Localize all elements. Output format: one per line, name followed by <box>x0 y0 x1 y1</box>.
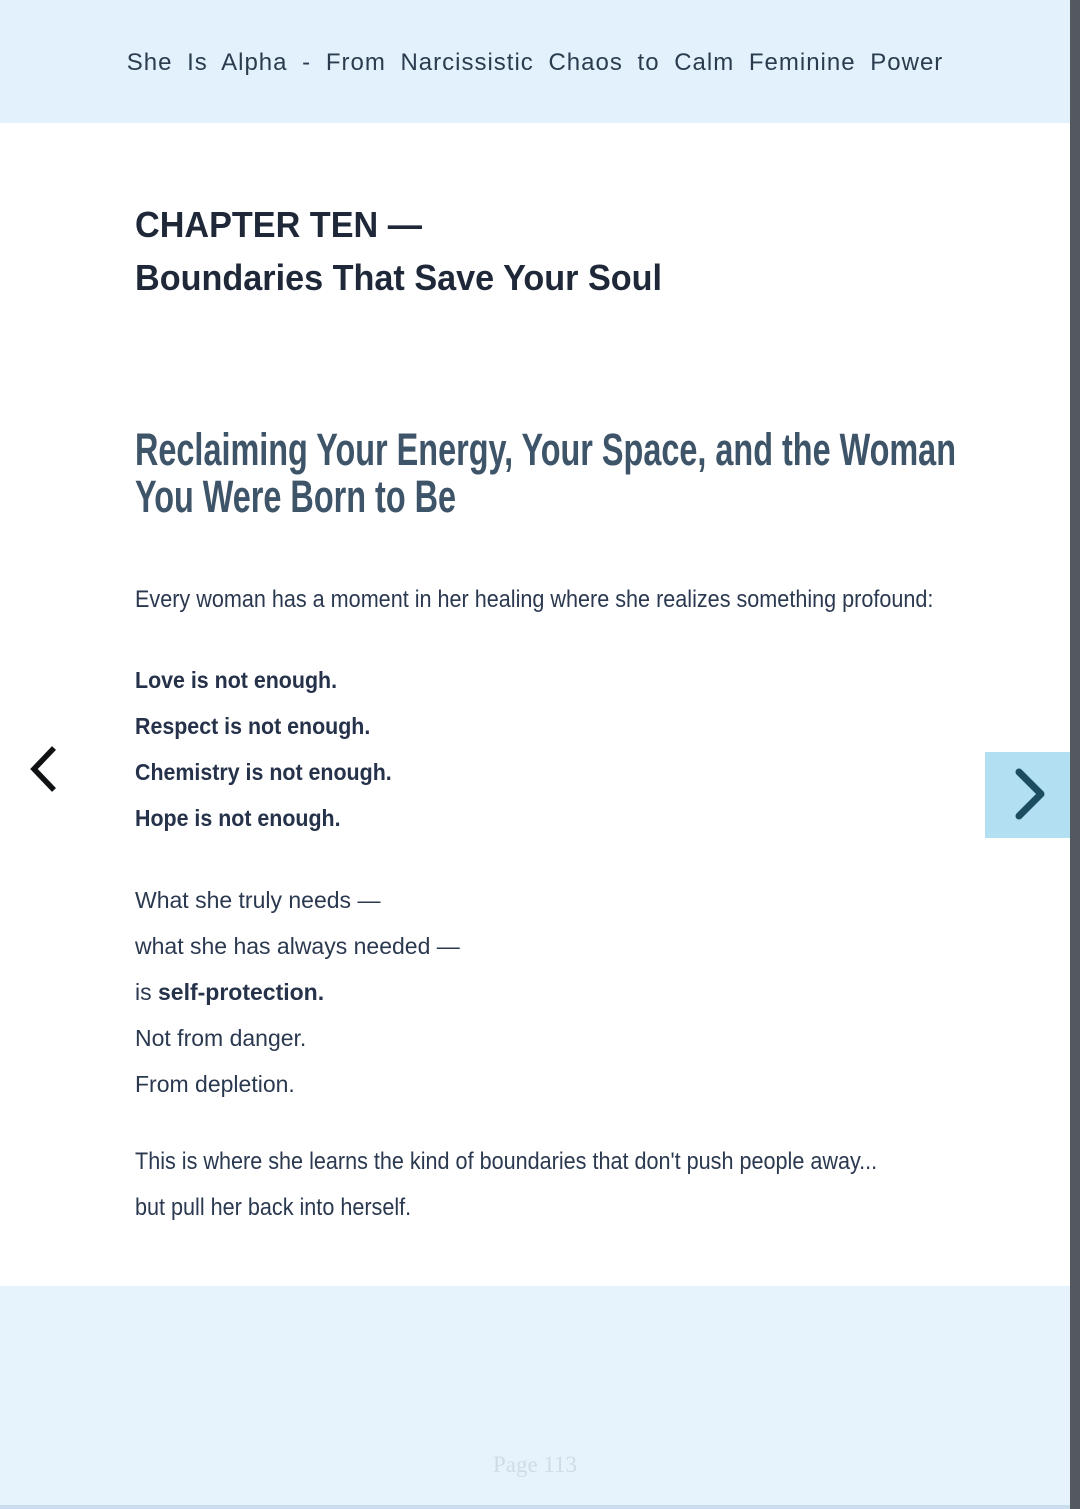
self-protection-prefix: is <box>135 979 158 1005</box>
after-line: From depletion. <box>135 1071 295 1097</box>
needs-lines-block <box>135 877 1075 1107</box>
previous-page-button[interactable] <box>22 742 66 798</box>
emphasis-line: Respect is not enough. <box>135 713 371 739</box>
chapter-label: CHAPTER TEN — <box>135 204 422 245</box>
needs-line: what she has always needed — <box>135 933 460 959</box>
emphasis-line: Chemistry is not enough. <box>135 759 392 785</box>
emphasis-lines-block <box>135 657 1075 841</box>
scrollbar-track[interactable] <box>1070 0 1080 1509</box>
self-protection-bold: self-protection. <box>158 979 325 1005</box>
intro-paragraph: Every woman has a moment in her healing where she realizes something profound: <box>135 586 934 613</box>
section-subtitle-line2: You Were Born to Be <box>135 471 457 522</box>
page-number: Page 113 <box>492 1452 578 1477</box>
footer-divider <box>0 1505 1070 1509</box>
next-page-button[interactable] <box>985 752 1072 838</box>
chapter-title: Boundaries That Save Your Soul <box>135 257 663 298</box>
closing-line: but pull her back into herself. <box>135 1194 412 1221</box>
self-protection-line <box>135 969 1075 1015</box>
closing-line: This is where she learns the kind of boundaries that don't push people away... <box>135 1148 878 1175</box>
section-subtitle-line1: Reclaiming Your Energy, Your Space, and the Woman <box>135 424 957 475</box>
book-title: She Is Alpha - From Narcissistic Chaos to Calm Feminine Power <box>126 49 944 76</box>
closing-lines-block <box>135 1139 1075 1231</box>
intro-paragraph-block <box>135 577 1075 623</box>
emphasis-line: Hope is not enough. <box>135 805 341 831</box>
chevron-left-icon <box>26 743 62 798</box>
after-line: Not from danger. <box>135 1025 307 1051</box>
reader-header <box>0 0 1080 123</box>
section-subtitle <box>135 426 956 520</box>
emphasis-line: Love is not enough. <box>135 667 338 693</box>
needs-line: What she truly needs — <box>135 887 381 913</box>
chevron-right-icon <box>1009 766 1049 825</box>
chapter-heading <box>135 198 662 304</box>
